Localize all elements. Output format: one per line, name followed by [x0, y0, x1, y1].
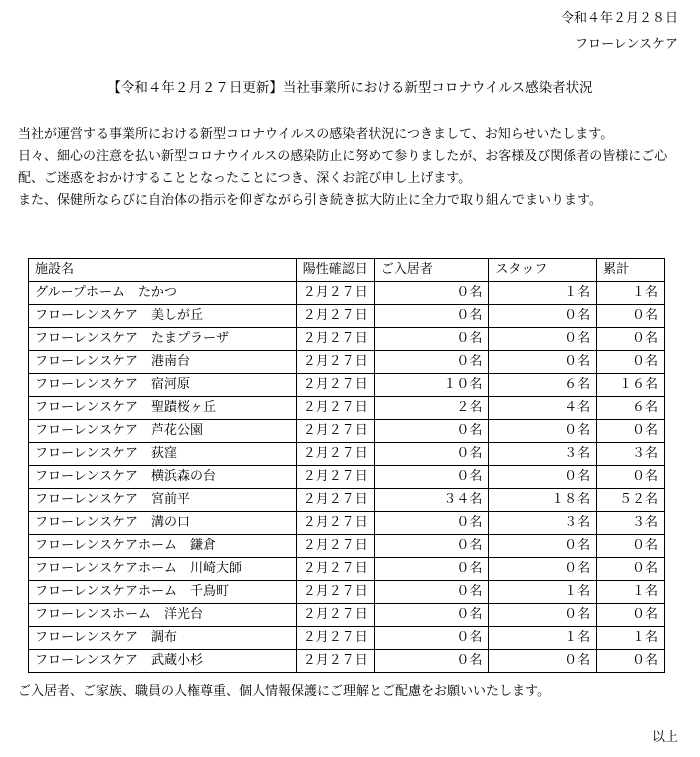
total-count: ０名 — [597, 535, 665, 558]
intro-text — [18, 124, 688, 212]
staff-count: １名 — [489, 627, 597, 650]
positive-date: ２月２７日 — [296, 351, 374, 374]
staff-count: ０名 — [489, 305, 597, 328]
facility-name: フローレンスケア 武蔵小杉 — [29, 650, 297, 673]
staff-count: ０名 — [489, 604, 597, 627]
table-row — [29, 443, 665, 466]
staff-count: ０名 — [489, 650, 597, 673]
resident-count: ２名 — [374, 397, 489, 420]
positive-date: ２月２７日 — [296, 604, 374, 627]
table-row — [29, 305, 665, 328]
table-row — [29, 466, 665, 489]
header-staff: スタッフ — [489, 259, 597, 282]
staff-count: １名 — [489, 282, 597, 305]
facility-name: フローレンスケア 美しが丘 — [29, 305, 297, 328]
total-count: ６名 — [597, 397, 665, 420]
total-count: ０名 — [597, 351, 665, 374]
facility-name: フローレンスケア 横浜森の台 — [29, 466, 297, 489]
resident-count: ０名 — [374, 305, 489, 328]
staff-count: １名 — [489, 581, 597, 604]
table-row — [29, 489, 665, 512]
total-count: ０名 — [597, 305, 665, 328]
facility-name: フローレンスケア たまプラーザ — [29, 328, 297, 351]
resident-count: １０名 — [374, 374, 489, 397]
facility-name: フローレンスケア 宮前平 — [29, 489, 297, 512]
closing-mark: 以上 — [651, 730, 678, 745]
facility-name: フローレンスケア 宿河原 — [29, 374, 297, 397]
positive-date: ２月２７日 — [296, 627, 374, 650]
intro-line: 当社が運営する事業所における新型コロナウイルスの感染者状況につきまして、お知らせいたします。 — [18, 127, 614, 142]
table-row — [29, 604, 665, 627]
total-count: ３名 — [597, 443, 665, 466]
intro-line: 日々、細心の注意を払い新型コロナウイルスの感染防止に努めて参りましたが、お客様及び関係者の皆様にご心 — [18, 149, 668, 164]
facility-name: フローレンスケア 港南台 — [29, 351, 297, 374]
table-row — [29, 535, 665, 558]
positive-date: ２月２７日 — [296, 650, 374, 673]
table-row — [29, 627, 665, 650]
header-residents: ご入居者 — [374, 259, 489, 282]
document-date: 令和４年２月２８日 — [560, 11, 678, 26]
resident-count: ０名 — [374, 581, 489, 604]
table-body — [29, 282, 665, 673]
resident-count: ０名 — [374, 443, 489, 466]
resident-count: ０名 — [374, 282, 489, 305]
staff-count: ６名 — [489, 374, 597, 397]
total-count: １名 — [597, 581, 665, 604]
header-positive-date: 陽性確認日 — [296, 259, 374, 282]
table-row — [29, 397, 665, 420]
positive-date: ２月２７日 — [296, 466, 374, 489]
positive-date: ２月２７日 — [296, 581, 374, 604]
staff-count: ３名 — [489, 512, 597, 535]
resident-count: ０名 — [374, 604, 489, 627]
total-count: １名 — [597, 627, 665, 650]
facility-name: フローレンスケア 聖蹟桜ヶ丘 — [29, 397, 297, 420]
header-facility: 施設名 — [29, 259, 297, 282]
staff-count: ０名 — [489, 420, 597, 443]
total-count: ３名 — [597, 512, 665, 535]
table-row — [29, 374, 665, 397]
positive-date: ２月２７日 — [296, 282, 374, 305]
staff-count: ０名 — [489, 351, 597, 374]
table-row — [29, 328, 665, 351]
table-row — [29, 282, 665, 305]
positive-date: ２月２７日 — [296, 558, 374, 581]
table-row — [29, 420, 665, 443]
total-count: ５２名 — [597, 489, 665, 512]
staff-count: ０名 — [489, 558, 597, 581]
positive-date: ２月２７日 — [296, 305, 374, 328]
positive-date: ２月２７日 — [296, 512, 374, 535]
staff-count: １８名 — [489, 489, 597, 512]
header-total: 累計 — [597, 259, 665, 282]
positive-date: ２月２７日 — [296, 328, 374, 351]
document-title: 【令和４年２月２７日更新】当社事業所における新型コロナウイルス感染者状況 — [107, 80, 593, 96]
staff-count: ４名 — [489, 397, 597, 420]
total-count: １名 — [597, 282, 665, 305]
facility-name: フローレンスケアホーム 鎌倉 — [29, 535, 297, 558]
total-count: ０名 — [597, 604, 665, 627]
footer-note: ご入居者、ご家族、職員の人権尊重、個人情報保護にご理解とご配慮をお願いいたします。 — [18, 684, 550, 699]
total-count: ０名 — [597, 650, 665, 673]
resident-count: ０名 — [374, 535, 489, 558]
table-row — [29, 558, 665, 581]
facility-name: フローレンスホーム 洋光台 — [29, 604, 297, 627]
table-row — [29, 351, 665, 374]
positive-date: ２月２７日 — [296, 420, 374, 443]
total-count: ０名 — [597, 328, 665, 351]
positive-date: ２月２７日 — [296, 374, 374, 397]
resident-count: ０名 — [374, 466, 489, 489]
resident-count: ０名 — [374, 627, 489, 650]
total-count: ０名 — [597, 420, 665, 443]
intro-line: 配、ご迷惑をおかけすることとなったことにつき、深くお詫び申し上げます。 — [18, 171, 472, 186]
resident-count: ３４名 — [374, 489, 489, 512]
total-count: １６名 — [597, 374, 665, 397]
staff-count: ０名 — [489, 328, 597, 351]
company-name: フローレンスケア — [574, 37, 678, 52]
total-count: ０名 — [597, 466, 665, 489]
resident-count: ０名 — [374, 351, 489, 374]
resident-count: ０名 — [374, 328, 489, 351]
facility-name: フローレンスケアホーム 千鳥町 — [29, 581, 297, 604]
facility-name: フローレンスケアホーム 川崎大師 — [29, 558, 297, 581]
table-row — [29, 512, 665, 535]
intro-line: また、保健所ならびに自治体の指示を仰ぎながら引き続き拡大防止に全力で取り組んでまいります。 — [18, 193, 602, 208]
total-count: ０名 — [597, 558, 665, 581]
resident-count: ０名 — [374, 420, 489, 443]
staff-count: ０名 — [489, 466, 597, 489]
positive-date: ２月２７日 — [296, 489, 374, 512]
positive-date: ２月２７日 — [296, 443, 374, 466]
resident-count: ０名 — [374, 650, 489, 673]
facility-name: グループホーム たかつ — [29, 282, 297, 305]
facility-name: フローレンスケア 溝の口 — [29, 512, 297, 535]
table-header-row — [29, 259, 665, 282]
positive-date: ２月２７日 — [296, 397, 374, 420]
resident-count: ０名 — [374, 558, 489, 581]
facility-name: フローレンスケア 調布 — [29, 627, 297, 650]
table-row — [29, 581, 665, 604]
resident-count: ０名 — [374, 512, 489, 535]
infection-status-table — [28, 258, 665, 673]
facility-name: フローレンスケア 荻窪 — [29, 443, 297, 466]
staff-count: ０名 — [489, 535, 597, 558]
positive-date: ２月２７日 — [296, 535, 374, 558]
facility-name: フローレンスケア 芦花公園 — [29, 420, 297, 443]
table-row — [29, 650, 665, 673]
staff-count: ３名 — [489, 443, 597, 466]
